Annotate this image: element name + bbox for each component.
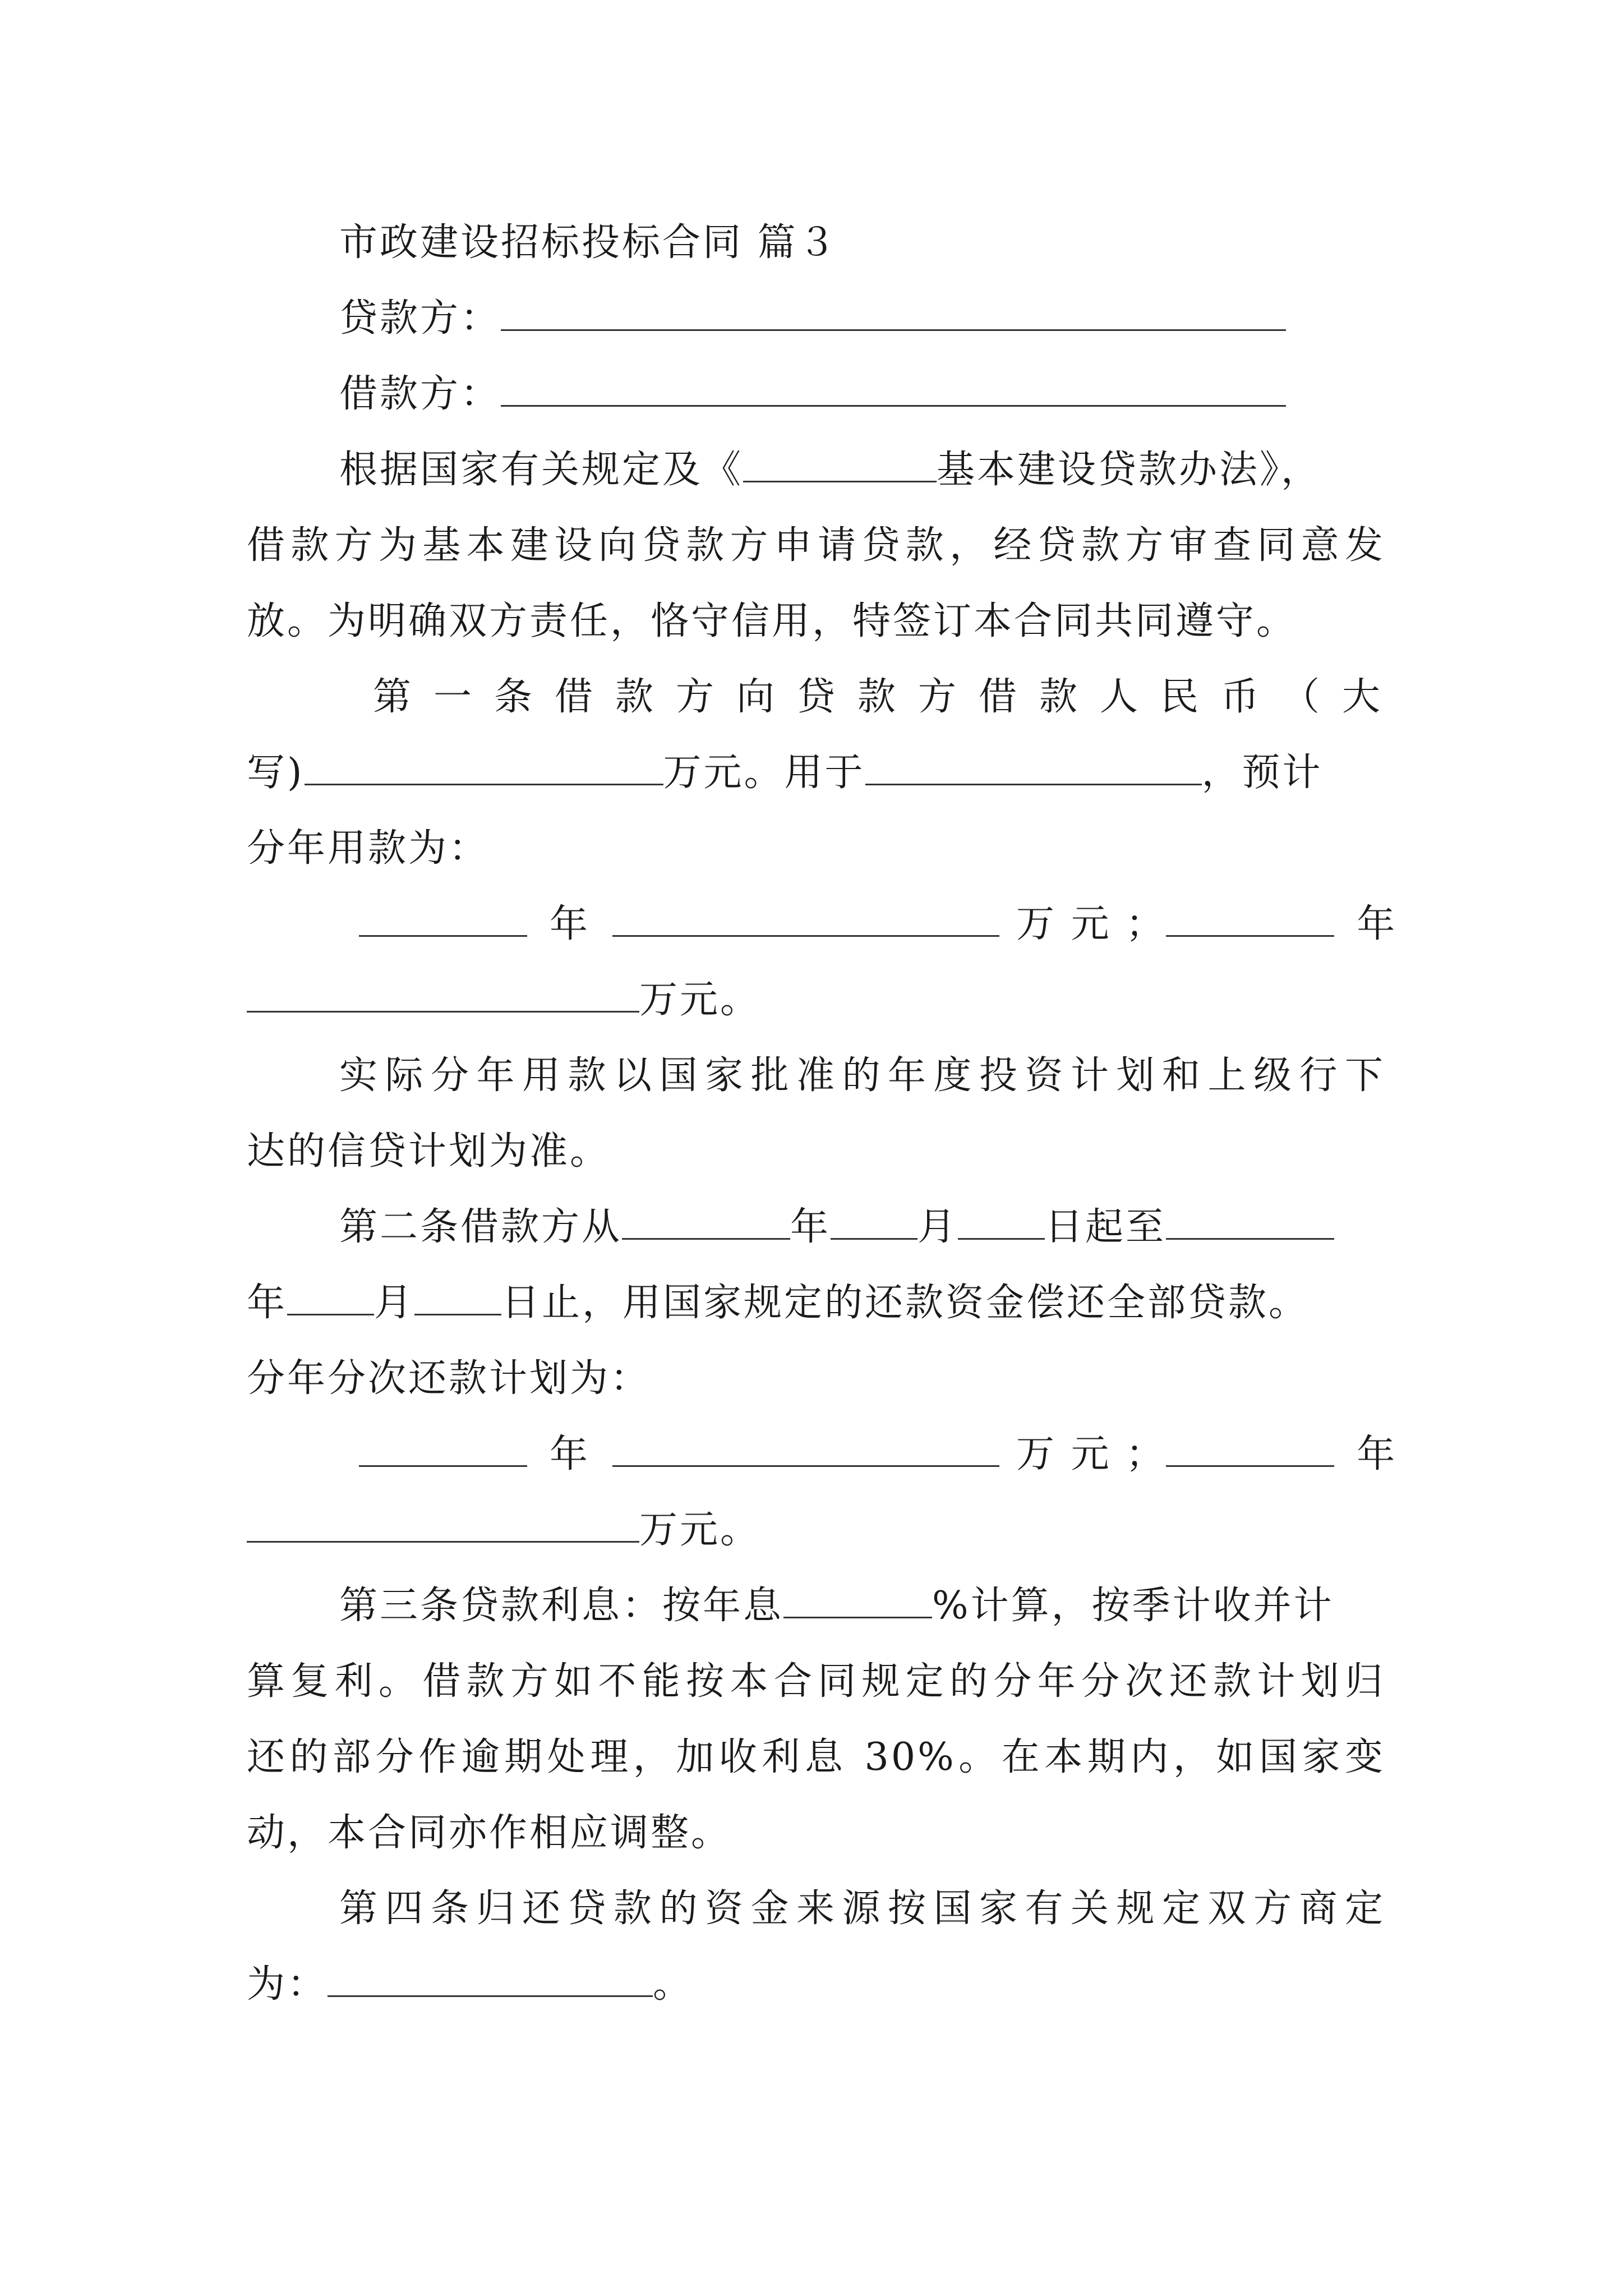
article-3-text-a: 第三条贷款利息：按年息 [339, 1584, 784, 1628]
wan-label-1: 万 元 ； [1016, 902, 1166, 946]
article-1-text-c: ，预计 [1201, 751, 1323, 795]
article-1-note-line-2: 达的信贷计划为准。 [247, 1129, 611, 1174]
article-3-line-3: 还的部分作逾期处理，加收利息 30%。在本期内，如国家变 [247, 1735, 1385, 1779]
repay-wan-label-1: 万 元 ； [1016, 1432, 1166, 1476]
article-2-amount-line [247, 1505, 1385, 1556]
amount-blank-1 [612, 900, 999, 937]
article-2-schedule-line [247, 1429, 1398, 1480]
article-1-text-b: 万元。用于 [663, 751, 865, 795]
end-year-blank [1166, 1203, 1334, 1240]
article-2-line-2 [247, 1278, 1385, 1328]
intro-text-b: 基本建设贷款办法》， [937, 448, 1322, 492]
article-3-line-4: 动，本合同亦作相应调整。 [247, 1811, 732, 1855]
article-1-line-2 [247, 748, 1385, 798]
start-month-label: 月 [917, 1205, 958, 1249]
intro-line-2: 借款方为基本建设向贷款方申请贷款，经贷款方审查同意发 [247, 523, 1385, 568]
start-day-blank [958, 1203, 1045, 1240]
lender-label: 贷款方： [339, 296, 501, 341]
article-1-line-1: 第 一 条 借 款 方 向 贷 款 方 借 款 人 民 币 （ 大 [373, 675, 1382, 719]
document-title: 市政建设招标投标合同 篇３ [339, 220, 838, 265]
year-label-1: 年 [550, 902, 591, 946]
article-1-schedule-line [247, 899, 1398, 950]
loan-amount-blank [305, 749, 663, 785]
start-day-label: 日起至 [1045, 1205, 1166, 1249]
repay-amount-blank-1 [612, 1430, 999, 1467]
end-day-blank [414, 1279, 501, 1315]
article-3-line-2: 算复利。借款方如不能按本合同规定的分年分次还款计划归 [247, 1659, 1385, 1704]
repay-year-label-1: 年 [550, 1432, 591, 1476]
intro-line-3: 放。为明确双方责任，恪守信用，特签订本合同共同遵守。 [247, 599, 1297, 643]
year-blank-2 [1166, 900, 1334, 937]
repay-year-label-2: 年 [1357, 1432, 1398, 1476]
article-1-amount-line [247, 975, 1385, 1025]
lender-blank [501, 295, 1286, 331]
end-month-label: 月 [374, 1281, 415, 1325]
loan-purpose-blank [865, 749, 1202, 785]
article-4-line-2 [247, 1959, 1385, 2010]
amount-blank-2 [247, 976, 639, 1013]
borrower-line [339, 369, 1385, 420]
article-4-line-1: 第四条归还贷款的资金来源按国家有关规定双方商定 [339, 1887, 1385, 1931]
intro-line-1 [339, 445, 1385, 495]
article-2-line-3: 分年分次还款计划为： [247, 1356, 651, 1401]
year-blank-1 [359, 900, 527, 937]
repay-wan-label-2: 万元。 [639, 1508, 761, 1552]
lender-line [339, 293, 1385, 344]
interest-rate-blank [783, 1582, 932, 1618]
start-year-blank [622, 1203, 790, 1240]
end-month-blank [287, 1279, 374, 1315]
borrower-blank [501, 370, 1286, 407]
article-4-text-b: 。 [653, 1962, 694, 2007]
article-1-text-a: 写) [247, 751, 305, 795]
start-month-blank [831, 1203, 917, 1240]
article-3-line-1 [339, 1581, 1385, 1631]
article-3-text-b: %计算，按季计收并计 [932, 1584, 1334, 1628]
borrower-label: 借款方： [339, 372, 501, 416]
start-year-label: 年 [790, 1205, 831, 1249]
article-1-line-3: 分年用款为： [247, 826, 490, 871]
year-label-2: 年 [1357, 902, 1398, 946]
repay-year-blank-2 [1166, 1430, 1334, 1467]
article-1-note-line-1: 实际分年用款以国家批准的年度投资计划和上级行下 [339, 1053, 1385, 1098]
wan-label-2: 万元。 [639, 978, 761, 1022]
regulation-name-blank [743, 446, 937, 482]
intro-text-a: 根据国家有关规定及《 [339, 448, 744, 492]
article-2-line-1 [339, 1202, 1385, 1253]
fund-source-blank [328, 1961, 653, 1997]
end-year-label: 年 [247, 1281, 288, 1325]
repay-amount-blank-2 [247, 1506, 639, 1543]
article-2-text-rest: 日止，用国家规定的还款资金偿还全部贷款。 [501, 1281, 1310, 1325]
article-4-text-a: 为： [247, 1962, 328, 2007]
article-2-text-a: 第二条借款方从 [339, 1205, 623, 1249]
repay-year-blank-1 [359, 1430, 527, 1467]
